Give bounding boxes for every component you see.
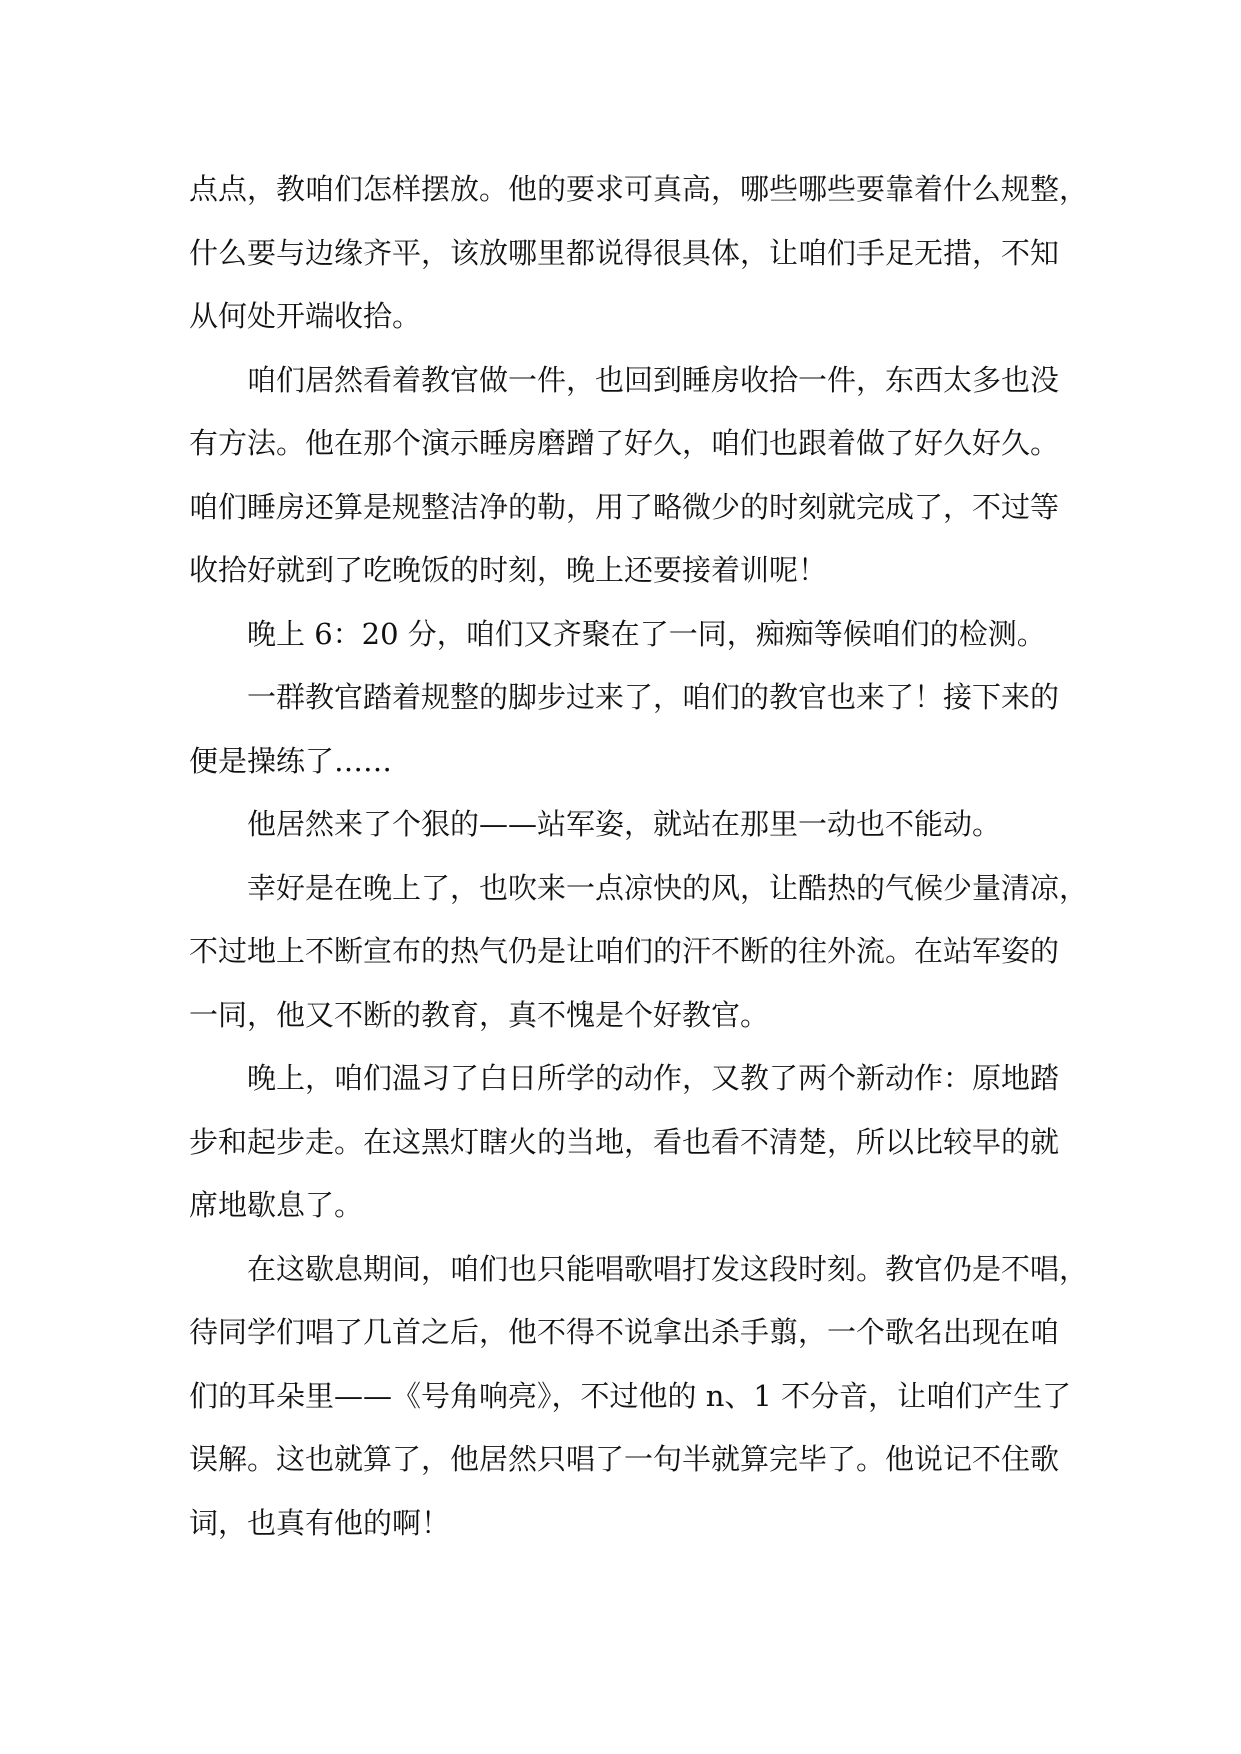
text-line: 什么要与边缘齐平，该放哪里都说得很具体，让咱们手足无措，不知 bbox=[189, 235, 1060, 270]
text-line: 们的耳朵里——《号角响亮》，不过他的 n、1 不分音，让咱们产生了 bbox=[189, 1378, 1072, 1413]
text-line: 收拾好就到了吃晚饭的时刻，晚上还要接着训呢！ bbox=[189, 553, 828, 587]
text-line: 有方法。他在那个演示睡房磨蹭了好久，咱们也跟着做了好久好久。 bbox=[189, 426, 1060, 460]
text-line: 他居然来了个狠的——站军姿，就站在那里一动也不能动。 bbox=[247, 807, 1002, 841]
text-line: 一同，他又不断的教育，真不愧是个好教官。 bbox=[189, 997, 770, 1032]
text-line: 不过地上不断宣布的热气仍是让咱们的汗不断的往外流。在站军姿的 bbox=[189, 934, 1060, 968]
text-line: 误解。这也就算了，他居然只唱了一句半就算完毕了。他说记不住歌 bbox=[189, 1442, 1060, 1476]
text-line: 便是操练了…… bbox=[189, 743, 393, 778]
text-line: 一群教官踏着规整的脚步过来了，咱们的教官也来了！接下来的 bbox=[247, 680, 1060, 714]
text-line: 点点，教咱们怎样摆放。他的要求可真高，哪些哪些要靠着什么规整， bbox=[189, 172, 1089, 206]
body-text bbox=[189, 158, 1089, 1555]
text-line: 词，也真有他的啊！ bbox=[189, 1505, 451, 1540]
text-line: 咱们居然看着教官做一件，也回到睡房收拾一件，东西太多也没 bbox=[247, 362, 1060, 397]
text-line: 在这歇息期间，咱们也只能唱歌唱打发这段时刻。教官仍是不唱， bbox=[247, 1251, 1089, 1286]
text-line: 咱们睡房还算是规整洁净的勒，用了略微少的时刻就完成了，不过等 bbox=[189, 489, 1060, 524]
text-line: 幸好是在晚上了，也吹来一点凉快的风，让酷热的气候少量清凉， bbox=[247, 870, 1089, 905]
text-line: 步和起步走。在这黑灯瞎火的当地，看也看不清楚，所以比较早的就 bbox=[189, 1124, 1060, 1159]
text-line: 晚上 6：20 分，咱们又齐聚在了一同，痴痴等候咱们的检测。 bbox=[247, 616, 1046, 651]
text-line: 待同学们唱了几首之后，他不得不说拿出杀手翦，一个歌名出现在咱 bbox=[189, 1315, 1060, 1349]
text-line: 从何处开端收拾。 bbox=[189, 299, 422, 333]
text-line: 席地歇息了。 bbox=[189, 1188, 364, 1222]
text-line: 晚上，咱们温习了白日所学的动作，又教了两个新动作：原地踏 bbox=[247, 1061, 1060, 1095]
